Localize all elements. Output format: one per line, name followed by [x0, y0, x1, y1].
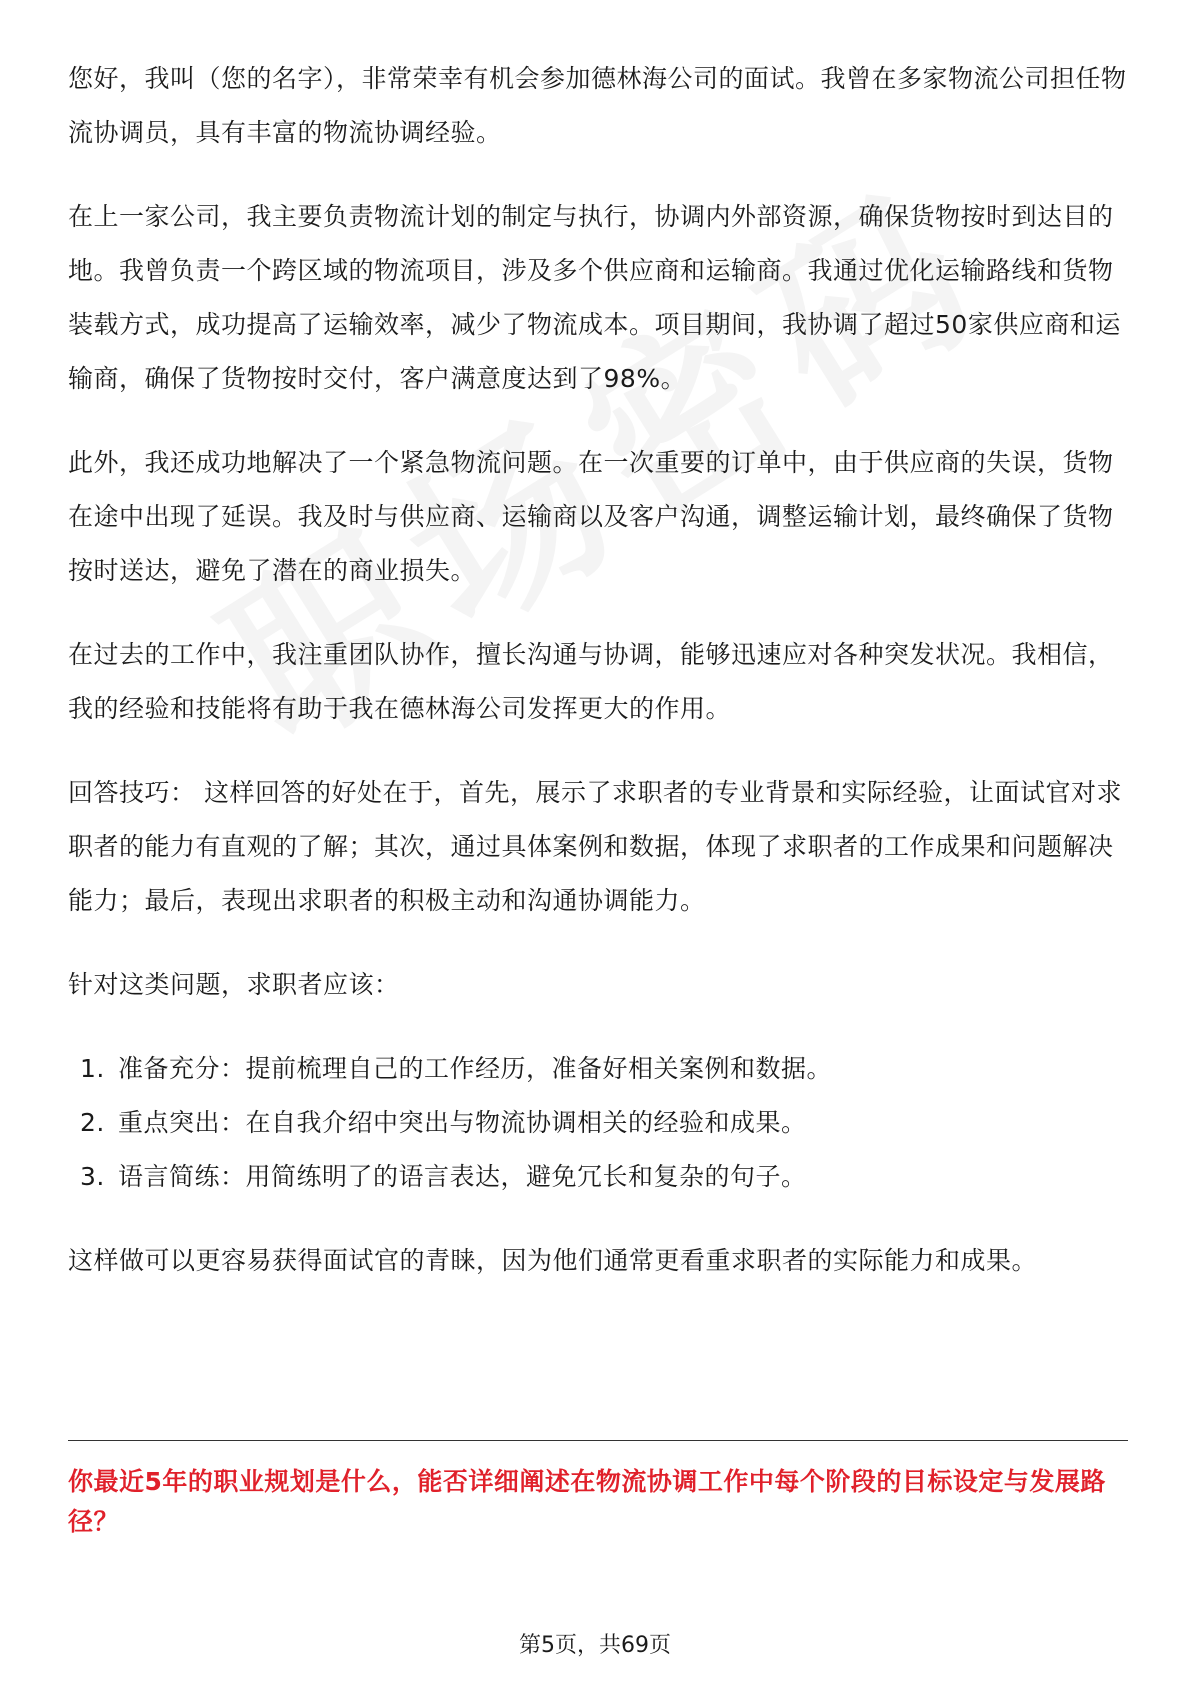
section-divider [68, 1440, 1128, 1441]
page-number-footer: 第5页，共69页 [519, 1633, 671, 1658]
paragraph-teamwork: 在过去的工作中，我注重团队协作，擅长沟通与协调，能够迅速应对各种突发状况。我相信，我的经验和技能将有助于我在德林海公司发挥更大的作用。 [68, 640, 1114, 723]
paragraph-answer-tips: 回答技巧： 这样回答的好处在于，首先，展示了求职者的专业背景和实际经验，让面试官对求职者的能力有直观的了解；其次，通过具体案例和数据，体现了求职者的工作成果和问题解决能力；最后，表现出求职者的积极主动和沟通协调能力。 [68, 778, 1122, 915]
paragraph-intro: 您好，我叫（您的名字），非常荣幸有机会参加德林海公司的面试。我曾在多家物流公司担任物流协调员，具有丰富的物流协调经验。 [68, 64, 1127, 147]
paragraph-problem-solving: 此外，我还成功地解决了一个紧急物流问题。在一次重要的订单中，由于供应商的失误，货物在途中出现了延误。我及时与供应商、运输商以及客户沟通，调整运输计划，最终确保了货物按时送达，避免了潜在的商业损失。 [68, 448, 1114, 585]
list-number: 1. [80, 1054, 105, 1083]
document-body [68, 52, 1128, 1318]
list-text: 重点突出：在自我介绍中突出与物流协调相关的经验和成果。 [118, 1108, 807, 1137]
list-number: 2. [80, 1108, 105, 1137]
list-item [68, 1150, 1128, 1204]
list-item [68, 1042, 1128, 1096]
paragraph-advice-intro: 针对这类问题，求职者应该： [68, 970, 400, 999]
paragraph-experience: 在上一家公司，我主要负责物流计划的制定与执行，协调内外部资源，确保货物按时到达目的地。我曾负责一个跨区域的物流项目，涉及多个供应商和运输商。我通过优化运输路线和货物装载方式，成功提高了运输效率，减少了物流成本。项目期间，我协调了超过50家供应商和运输商，确保了货物按时交付，客户满意度达到了98%。 [68, 202, 1121, 393]
list-text: 语言简练：用简练明了的语言表达，避免冗长和复杂的句子。 [118, 1162, 807, 1191]
list-item [68, 1096, 1128, 1150]
list-number: 3. [80, 1162, 105, 1191]
advice-list [68, 1042, 1128, 1204]
next-question-heading: 你最近5年的职业规划是什么，能否详细阐述在物流协调工作中每个阶段的目标设定与发展路径？ [68, 1467, 1106, 1536]
list-text: 准备充分：提前梳理自己的工作经历，准备好相关案例和数据。 [118, 1054, 833, 1083]
paragraph-closing: 这样做可以更容易获得面试官的青睐，因为他们通常更看重求职者的实际能力和成果。 [68, 1246, 1038, 1275]
